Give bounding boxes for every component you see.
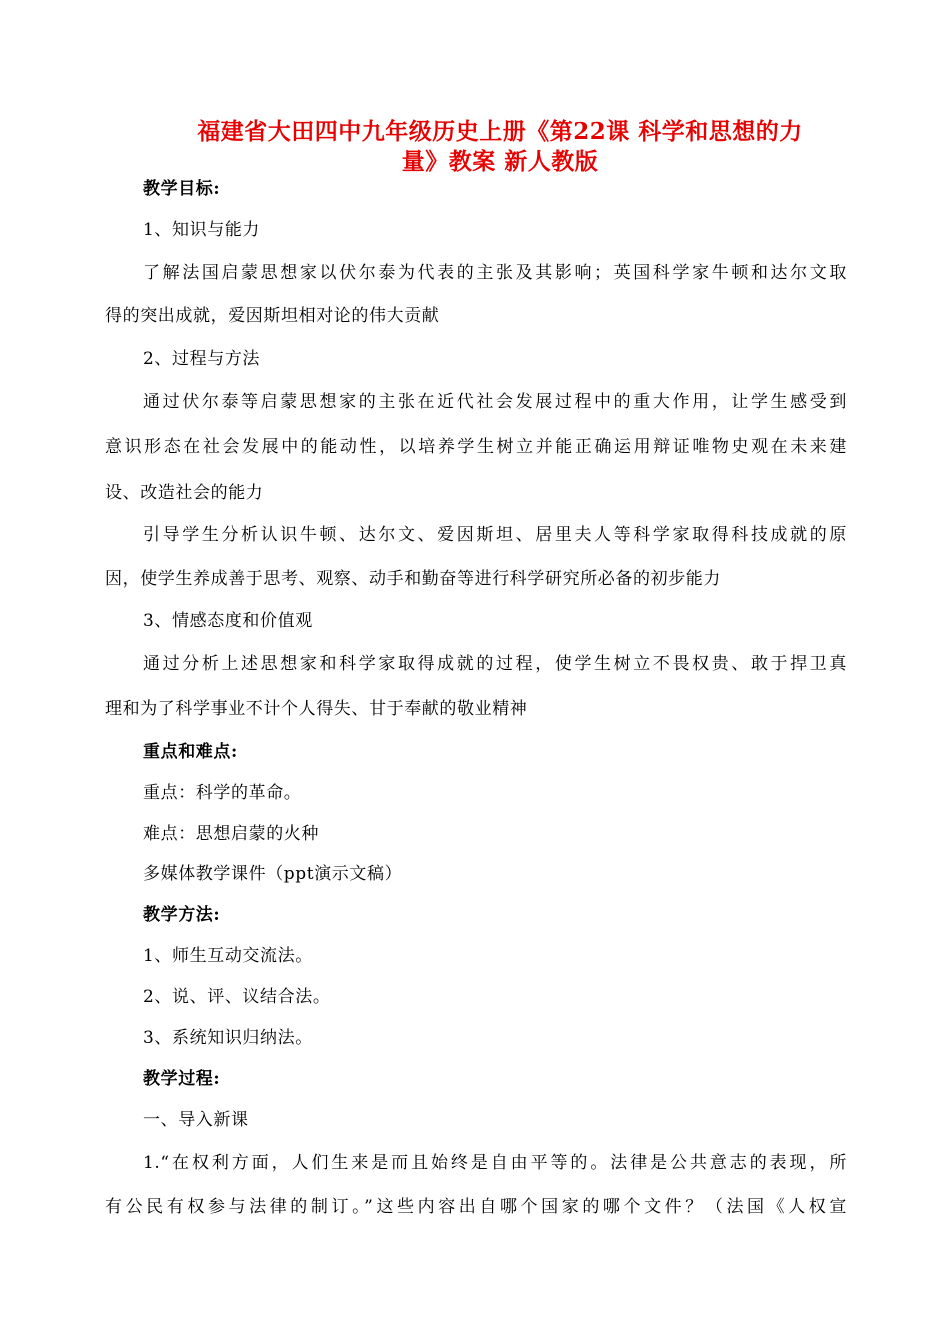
goal1-label: 1、知识与能力	[143, 220, 261, 240]
goal2-text-b-line-2: 因，使学生养成善于思考、观察、动手和勤奋等进行科学研究所必备的初步能力	[105, 569, 721, 589]
document-title-line-1: 福建省大田四中九年级历史上册《第22课 科学和思想的力	[197, 118, 803, 145]
media-note: 多媒体教学课件（ppt演示文稿）	[143, 864, 403, 884]
goal2-text-a-line-2: 意识形态在社会发展中的能动性，以培养学生树立并能正确运用辩证唯物史观在未来建	[105, 437, 847, 457]
methods-heading: 教学方法:	[143, 905, 221, 925]
key-difficult-heading: 重点和难点:	[143, 742, 238, 762]
method-3: 3、系统知识归纳法。	[143, 1028, 313, 1048]
goal2-label: 2、过程与方法	[143, 349, 261, 369]
goal2-text-b-line-1: 引导学生分析认识牛顿、达尔文、爱因斯坦、居里夫人等科学家取得科技成就的原	[143, 525, 847, 545]
goals-heading: 教学目标:	[143, 179, 221, 199]
method-1: 1、师生互动交流法。	[143, 946, 313, 966]
process-question-1-line-1: 1.“在权利方面，人们生来是而且始终是自由平等的。法律是公共意志的表现，所	[143, 1153, 847, 1173]
process-heading: 教学过程:	[143, 1069, 221, 1089]
document-title-line-2: 量》教案 新人教版	[401, 148, 599, 175]
goal2-text-a-line-1: 通过伏尔泰等启蒙思想家的主张在近代社会发展过程中的重大作用，让学生感受到	[143, 392, 847, 412]
goal1-text-line-2: 得的突出成就，爱因斯坦相对论的伟大贡献	[105, 306, 440, 326]
goal3-text-line-1: 通过分析上述思想家和科学家取得成就的过程，使学生树立不畏权贵、敢于捍卫真	[143, 654, 847, 674]
goal3-label: 3、情感态度和价值观	[143, 611, 313, 631]
goal3-text-line-2: 理和为了科学事业不计个人得失、甘于奉献的敬业精神	[105, 699, 528, 719]
process-question-1-line-2: 有公民有权参与法律的制订。”这些内容出自哪个国家的哪个文件？（法国《人权宣	[105, 1197, 847, 1217]
method-2: 2、说、评、议结合法。	[143, 987, 331, 1007]
difficult-point: 难点：思想启蒙的火种	[143, 824, 319, 844]
key-point: 重点：科学的革命。	[143, 783, 302, 803]
process-step-1: 一、导入新课	[143, 1110, 249, 1130]
goal1-text-line-1: 了解法国启蒙思想家以伏尔泰为代表的主张及其影响；英国科学家牛顿和达尔文取	[143, 263, 847, 283]
goal2-text-a-line-3: 设、改造社会的能力	[105, 483, 264, 503]
